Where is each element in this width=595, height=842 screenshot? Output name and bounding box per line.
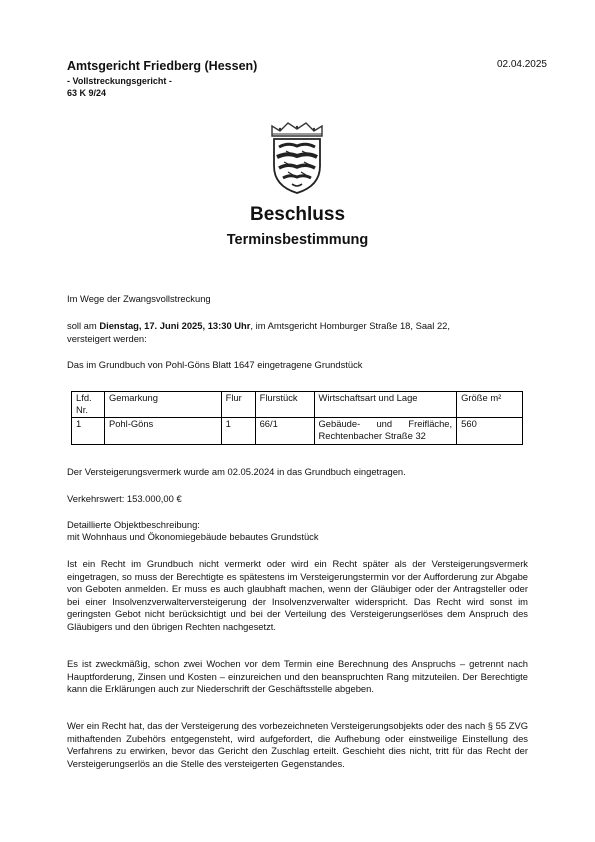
header-gemarkung: Gemarkung [104,392,221,418]
cell-lage [314,418,457,445]
cell-lage-line1: Gebäude- und Freifläche, [318,418,453,429]
document-title: Beschluss [249,204,346,225]
cell-lage-line2: Rechtenbacher Straße 32 [318,430,426,441]
header-flur: Flur [221,392,255,418]
header-wirtschaftsart: Wirtschaftsart und Lage [314,392,457,418]
paragraph-claim-calculation: Es ist zweckmäßig, schon zwei Wochen vor dem Termin eine Berechnung des Anspruchs – getrennt nach Hauptforderung, Zinsen und Kosten – einzureichen und den beanspruchten Rang mitzuteilen. Der Berechtigte kann die Erklärungen auch zur Niederschrift der Geschäftsstelle abgeben. [67,658,528,694]
cell-flur: 1 [221,418,255,445]
paragraph-rights-registration: Ist ein Recht im Grundbuch nicht vermerkt oder wird ein Recht später als der Versteigerungsvermerk eingetragen, so muss der Berechtigte es spätestens im Versteigerungstermin vor der Aufforderung zur Abgabe von Geboten anmelden. Er muss es auch glaubhaft machen, wenn der Gläubiger oder der Antragsteller oder bei einer Insolvenzverwalterversteigerung der Insolvenzverwalter widerspricht. Das Recht wird sonst im geringsten Gebot nicht berücksichtigt und bei der Verteilung des Versteigerungserlöses dem Anspruch des Gläubigers und den übrigen Rechten nachgesetzt. [67,558,528,632]
cell-gemarkung: Pohl-Göns [104,418,221,445]
table-row [72,418,523,445]
court-name: Amtsgericht Friedberg (Hessen) [67,59,258,73]
header-flurstueck: Flurstück [255,392,314,418]
auction-location: , im Amtsgericht Homburger Straße 18, Saal 22, [250,320,450,331]
auction-line2: versteigert werden: [67,332,147,344]
paragraph-opposing-rights: Wer ein Recht hat, das der Versteigerung des vorbezeichneten Versteigerungsobjekts oder des nach § 55 ZVG mithaftenden Zubehörs entgegensteht, wird aufgefordert, die Aufhebung oder einstweilige Einstellung des Verfahrens zu erwirken, bevor das Gericht den Zuschlag erteilt. Geschieht dies nicht, tritt für das Recht der Versteigerungserlös an die Stelle des versteigerten Gegenstandes. [67,720,528,769]
market-value: Verkehrswert: 153.000,00 € [67,493,182,504]
auction-prefix: soll am [67,320,100,331]
document-subtitle: Terminsbestimmung [226,232,369,248]
auction-date-time: Dienstag, 17. Juni 2025, 13:30 Uhr [99,320,251,331]
intro-text: Im Wege der Zwangsvollstreckung [67,293,211,304]
hessen-coat-of-arms-icon [266,120,328,195]
table-header-row [72,392,523,418]
description-label: Detaillierte Objektbeschreibung: [67,519,200,530]
object-description: mit Wohnhaus und Ökonomiegebäude bebautes Grundstück [67,531,319,542]
property-table [71,391,523,445]
court-department: - Vollstreckungsgericht - [67,76,172,86]
document-date: 02.04.2025 [496,59,547,70]
cell-groesse: 560 [457,418,523,445]
registration-note: Der Versteigerungsvermerk wurde am 02.05.2024 in das Grundbuch eingetragen. [67,466,406,477]
cell-flurstueck: 66/1 [255,418,314,445]
cell-nr: 1 [72,418,105,445]
auction-notice [67,320,528,345]
property-intro: Das im Grundbuch von Pohl-Göns Blatt 1647 eingetragene Grundstück [67,359,363,370]
header-lfd-nr: Lfd. Nr. [72,392,105,418]
header-groesse: Größe m² [457,392,523,418]
file-number: 63 K 9/24 [67,88,107,98]
